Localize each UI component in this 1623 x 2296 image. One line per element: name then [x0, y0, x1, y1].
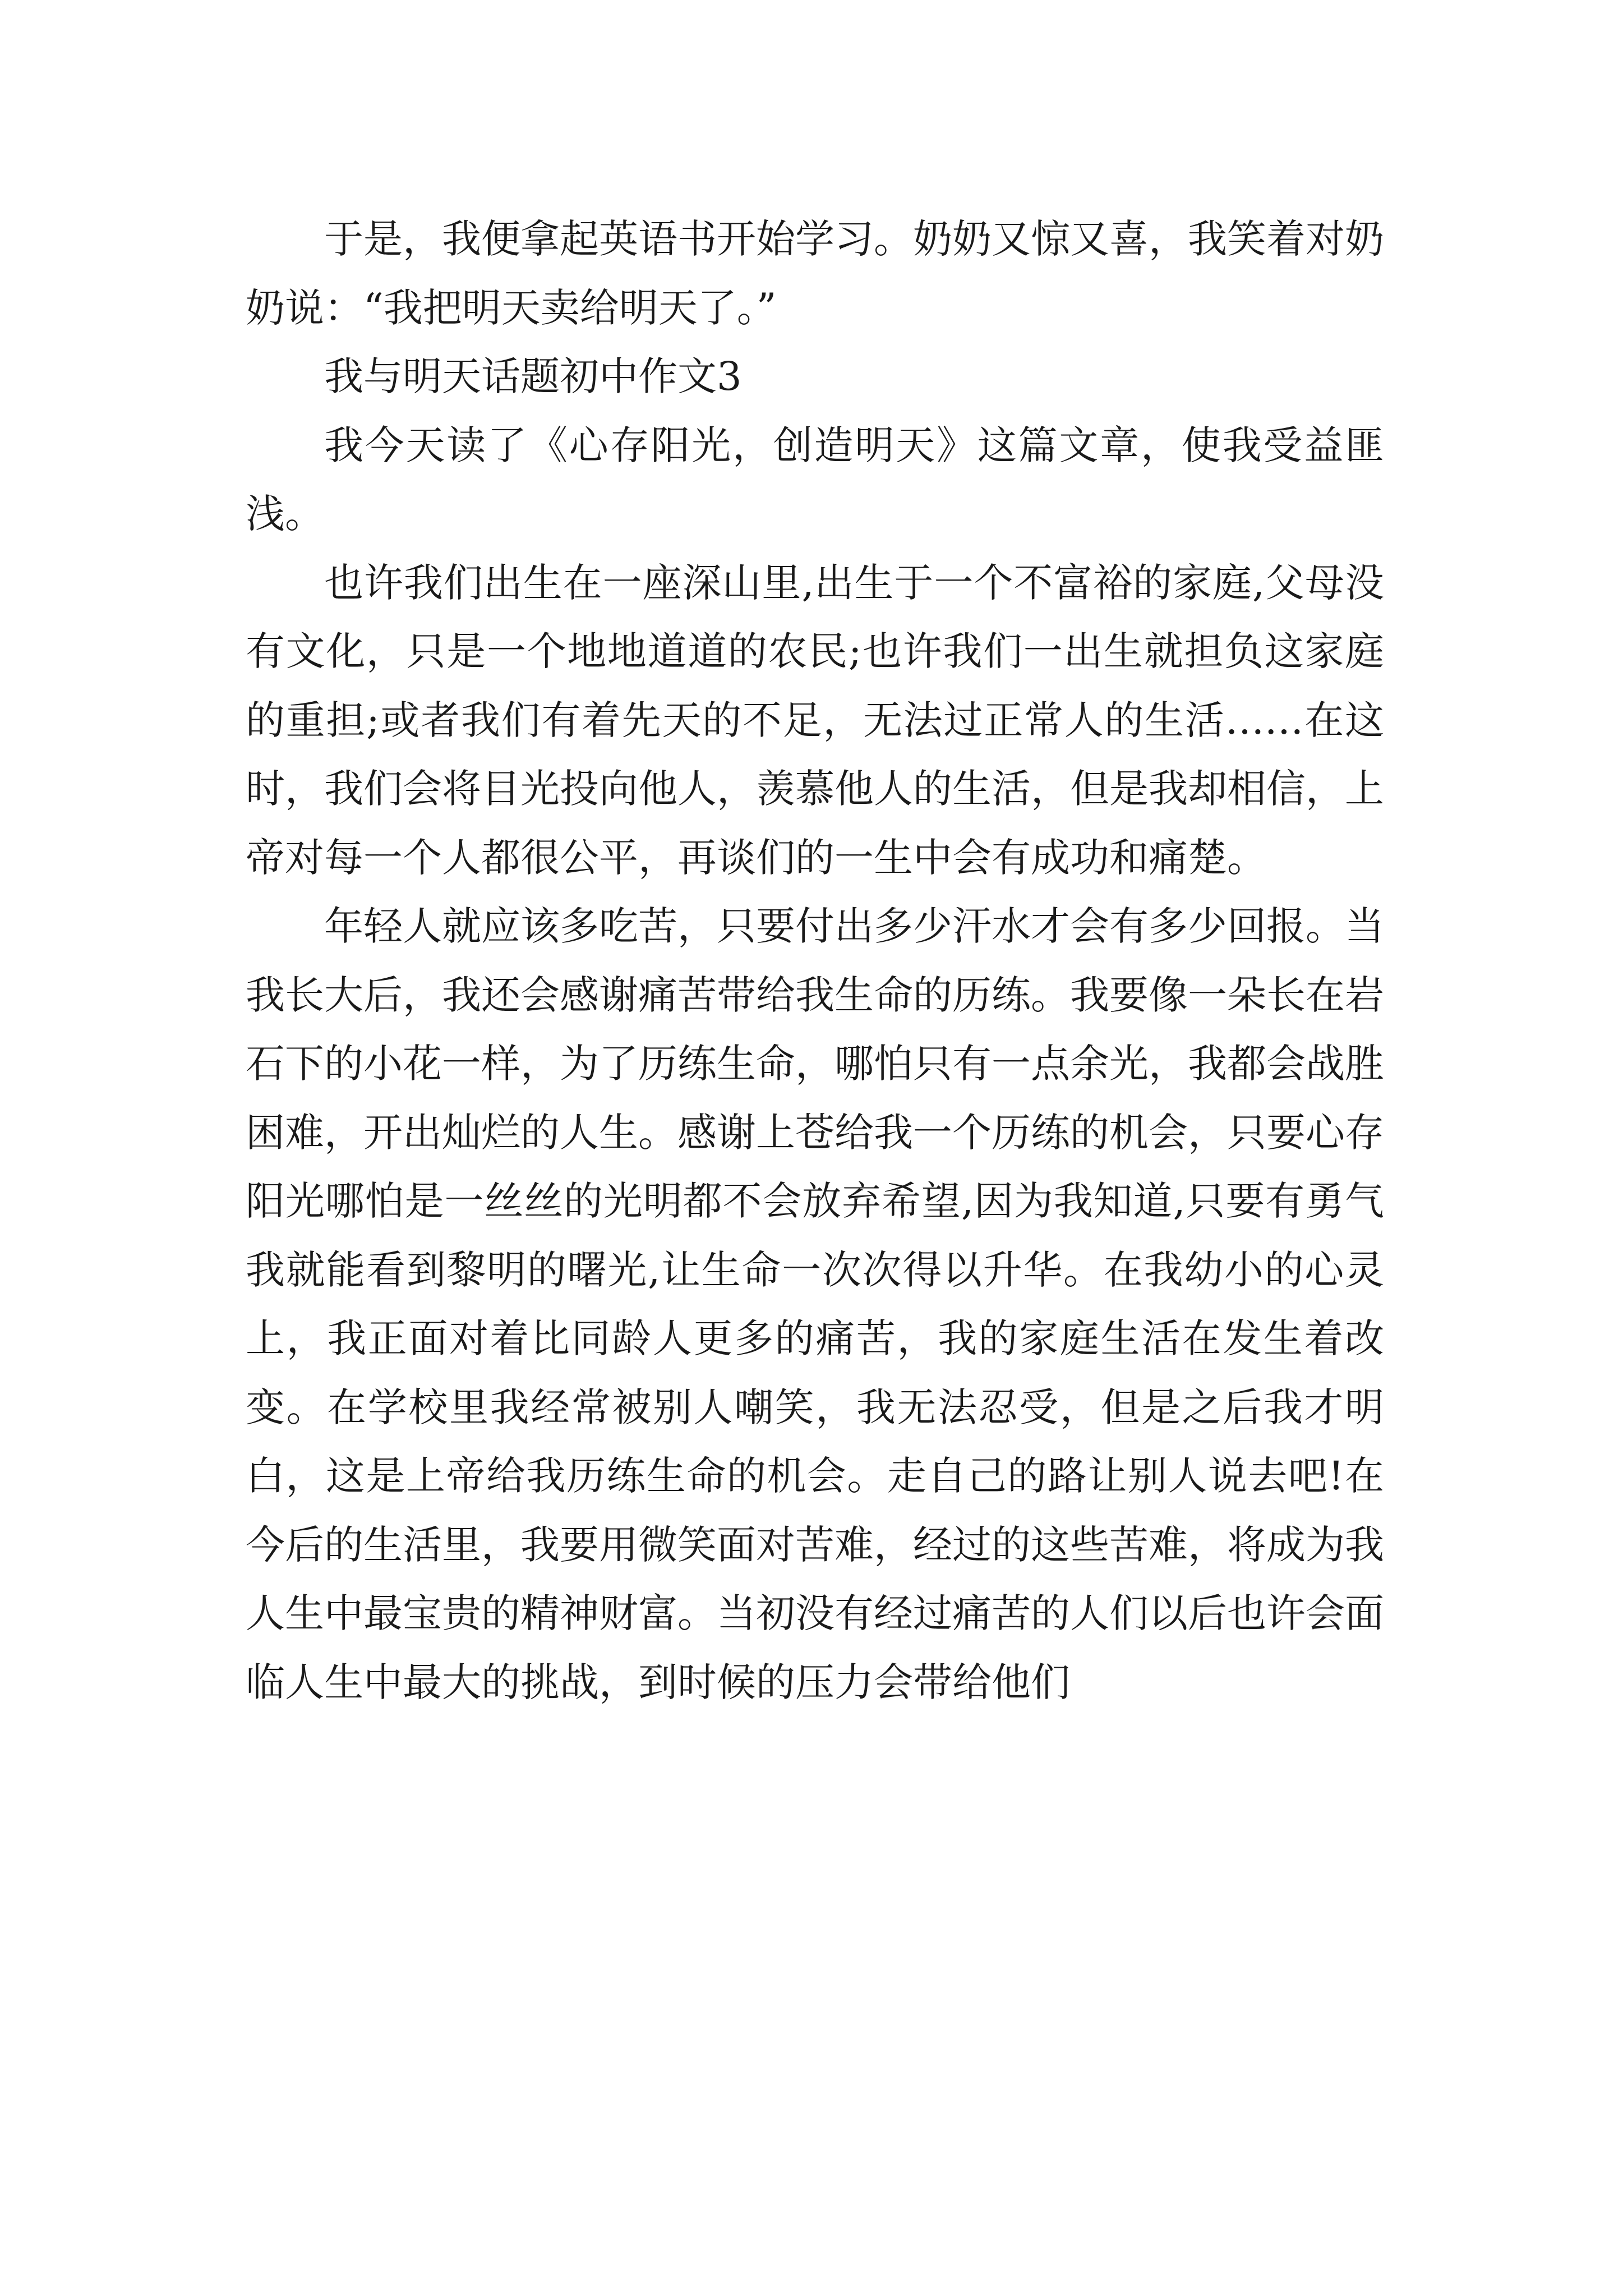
- paragraph-intro-end: 于是，我便拿起英语书开始学习。奶奶又惊又喜，我笑着对奶奶说：“我把明天卖给明天了。”: [246, 216, 1384, 331]
- paragraph-reading: 我今天读了《心存阳光，创造明天》这篇文章，使我受益匪浅。: [246, 422, 1384, 537]
- paragraph-birth: 也许我们出生在一座深山里,出生于一个不富裕的家庭,父母没有文化，只是一个地地道道的农民;也许我们一出生就担负这家庭的重担;或者我们有着先天的不足，无法过正常人的生活……在这时，我们会将目光投向他人，羡慕他人的生活，但是我却相信，上帝对每一个人都很公平，再谈们的一生中会有成功和痛楚。: [246, 559, 1384, 881]
- paragraph-hardship: 年轻人就应该多吃苦，只要付出多少汗水才会有多少回报。当我长大后，我还会感谢痛苦带给我生命的历练。我要像一朵长在岩石下的小花一样，为了历练生命，哪怕只有一点余光，我都会战胜困难，开出灿烂的人生。感谢上苍给我一个历练的机会，只要心存阳光哪怕是一丝丝的光明都不会放弃希望,因为我知道,只要有勇气我就能看到黎明的曙光,让生命一次次得以升华。在我幼小的心灵上，我正面对着比同龄人更多的痛苦，我的家庭生活在发生着改变。在学校里我经常被别人嘲笑，我无法忍受，但是之后我才明白，这是上帝给我历练生命的机会。走自己的路让别人说去吧!在今后的生活里，我要用微笑面对苦难，经过的这些苦难，将成为我人生中最宝贵的精神财富。当初没有经过痛苦的人们以后也许会面临人生中最大的挑战，到时候的压力会带给他们: [246, 903, 1384, 1705]
- article-body: [246, 205, 1384, 1717]
- essay-title: 我与明天话题初中作文3: [324, 353, 742, 399]
